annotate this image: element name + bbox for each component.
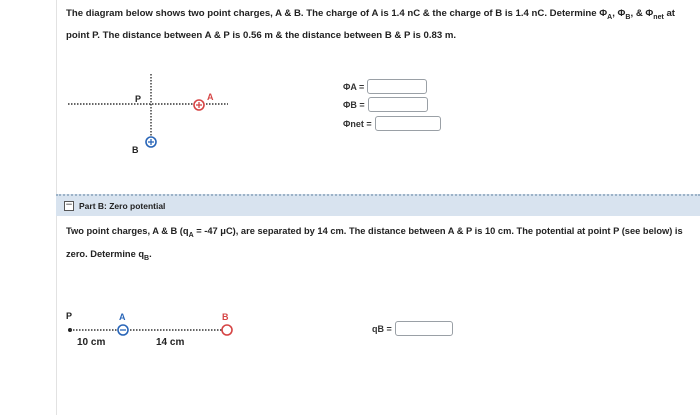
charge-b-label: B [222,312,229,322]
charge-b [146,137,156,147]
charge-a [118,325,128,335]
point-p-label: P [135,94,142,104]
charge-a-label: A [119,312,126,322]
subscript-a: A [188,231,194,239]
phi-b-input[interactable] [368,97,428,112]
phi-a-input[interactable] [367,79,427,94]
answer-row-qb [372,321,453,336]
answer-label: qB = [372,323,392,334]
minus-box-icon[interactable]: − [65,200,73,210]
problem-text-segment: Two point charges, A & B (q [66,226,189,236]
distance-ap-label: 10 cm [77,337,106,348]
part-b-problem-text [66,222,696,268]
phi-symbol: Φ [617,8,626,19]
problem-text-segment: The diagram below shows two point charges, A & B. The charge of A is 1.4 nC & the charge of B is 1.4 nC. Determine [66,8,600,19]
qb-input[interactable] [395,321,453,336]
part-b-section-header[interactable] [56,194,700,216]
problem-text-segment: at point P. The distance between A & P is 0.56 m & the distance between B & P is 0.83 m. [66,8,675,41]
problem-text-segment: . [149,248,152,259]
subscript-b: B [625,13,631,21]
charge-b-circle [222,325,232,335]
charge-a [194,100,204,110]
part-b-diagram [60,305,250,357]
separator: , & [630,8,646,19]
problem-text-segment: = -47 μC), are separated by 14 cm. The distance between A & P is 10 cm. The potential at point P (see below) is zero. Determine q [66,226,683,259]
subscript-a: A [607,13,613,21]
answer-row-phi-b [343,97,428,112]
point-p-label: P [66,311,73,321]
part-a-problem-text [66,5,696,45]
phi-symbol: Φ [599,8,608,19]
charge-a-label: A [207,92,214,102]
phi-symbol: Φ [645,8,654,19]
distance-ab-label: 14 cm [156,337,185,348]
answer-label: ΦA = [343,81,365,92]
section-title: Part B: Zero potential [79,201,166,211]
answer-row-phi-net [343,116,441,131]
phi-net-input[interactable] [375,116,441,131]
charge-b-label: B [132,145,139,155]
separator: , [612,8,618,19]
part-a-diagram [60,60,250,170]
answer-label: ΦB = [343,99,365,110]
subscript-net: net [653,13,664,21]
subscript-b: B [144,254,150,262]
answer-row-phi-a [343,79,427,94]
answer-label: Φnet = [343,118,372,129]
